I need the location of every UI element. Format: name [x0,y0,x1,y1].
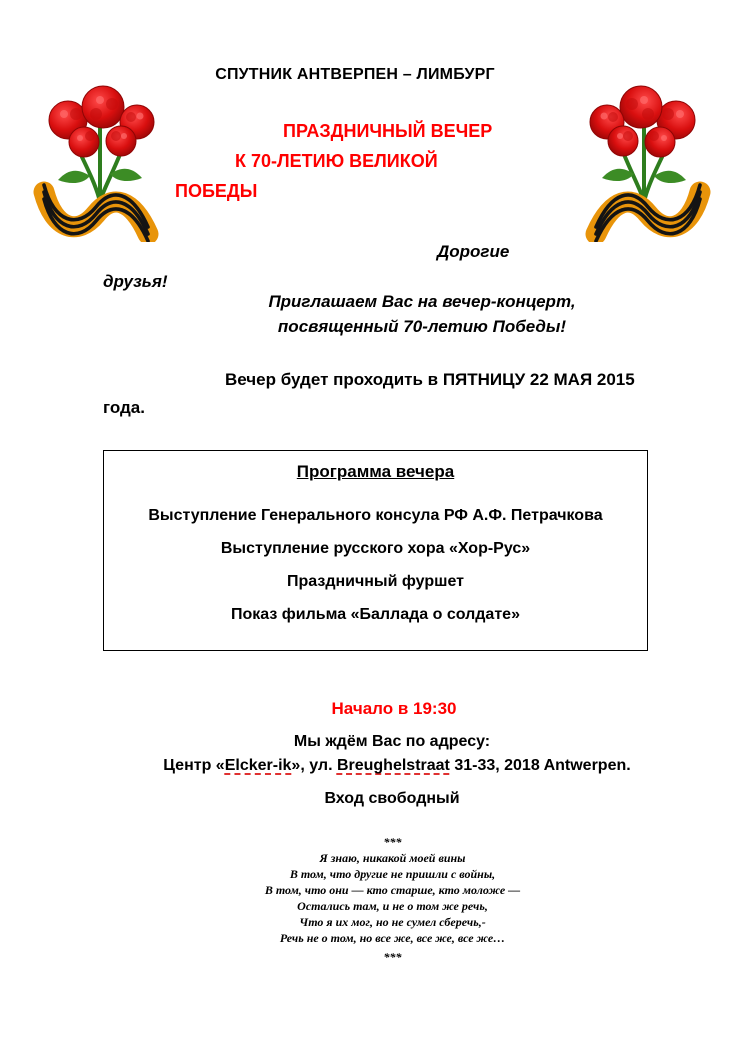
poem-line: В том, что они — кто старше, кто моложе — [264,883,521,897]
event-date-line-2: года. [103,398,145,417]
poem-line: Остались там, и не о том же речь, [297,899,488,913]
program-item: Праздничный фуршет [287,573,464,590]
poem [70,834,715,965]
program-item: Выступление русского хора «Хор-Рус» [220,540,531,557]
address-mid: », ул. [291,757,337,774]
event-title-line-3: ПОБЕДЫ [175,181,258,201]
venue-name: Elcker-ik [224,757,292,774]
poem-line: Что я их мог, но не сумел сберечь,- [299,915,486,929]
event-title-line-2: К 70-ЛЕТИЮ ВЕЛИКОЙ [235,151,438,171]
poem-line: Я знаю, никакой моей вины [319,851,466,865]
start-time: Начало в 19:30 [331,699,457,718]
invitation-line-1: Приглашаем Вас на вечер-концерт, [268,292,576,311]
program-item: Выступление Генерального консула РФ А.Ф. Петрачкова [148,507,603,524]
address-prefix: Центр « [163,757,225,774]
right-carnation-bouquet-image [576,84,716,242]
left-carnation-bouquet-image [28,84,168,242]
program-box [103,450,648,651]
org-title: СПУТНИК АНТВЕРПЕН – ЛИМБУРГ [215,66,495,83]
event-title-line-1: ПРАЗДНИЧНЫЙ ВЕЧЕР [283,121,493,141]
invitation-line-2: посвященный 70-летию Победы! [277,317,567,336]
program-item: Показ фильма «Баллада о солдате» [231,606,520,623]
address-intro: Мы ждём Вас по адресу: [293,733,491,750]
poem-divider-bottom: *** [383,950,402,964]
greeting-line-2: друзья! [103,272,168,291]
address-line [163,757,630,775]
poem-line: В том, что другие не пришли с войны, [289,867,496,881]
program-title: Программа вечера [296,462,455,481]
greeting-line-1: Дорогие [437,242,510,261]
poem-divider-top: *** [383,835,402,849]
event-date-line-1: Вечер будет проходить в ПЯТНИЦУ 22 МАЯ 2015 [225,370,635,389]
entry-note: Вход свободный [324,790,460,807]
poem-line: Речь не о том, но все же, все же, все же… [279,931,506,945]
address-suffix: 31-33, 2018 Antwerpen. [449,757,631,774]
street-name: Breughelstraat [336,757,450,774]
